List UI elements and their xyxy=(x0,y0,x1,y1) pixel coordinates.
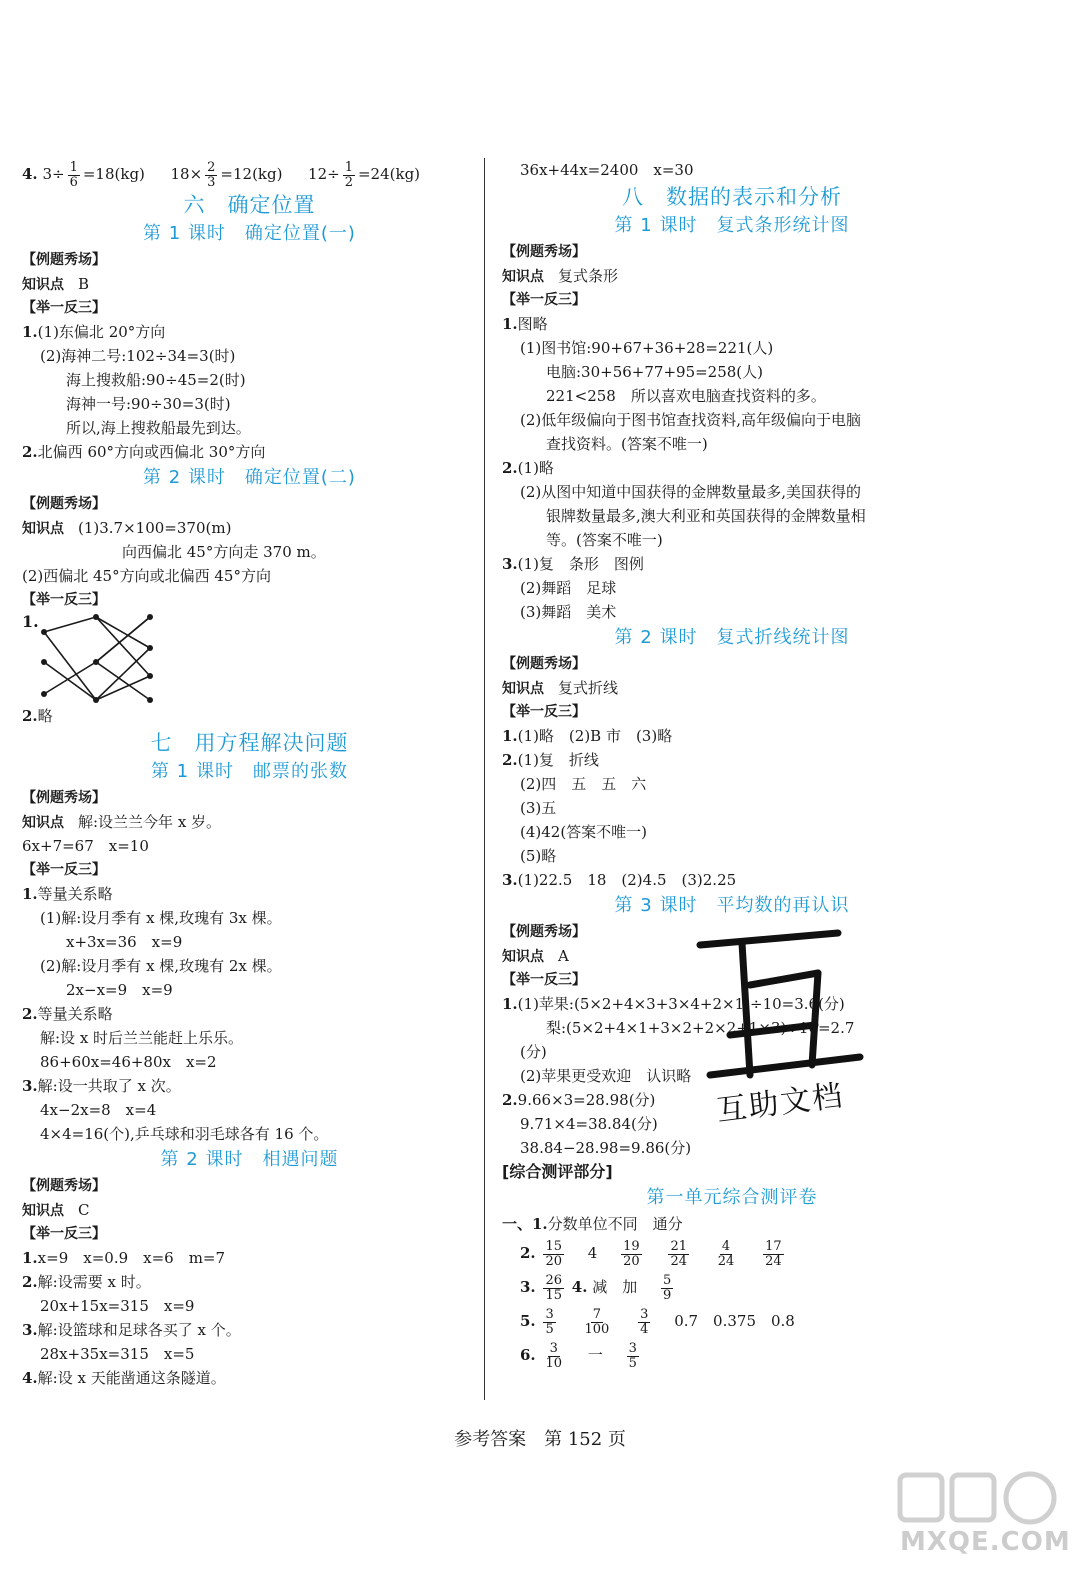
answer-text: 分数单位不同 通分 xyxy=(547,1215,683,1233)
answer-line: (2)西偏北 45°方向或北偏西 45°方向 xyxy=(22,567,271,585)
kp-answer: 复式折线 xyxy=(558,679,619,697)
question-number: 1. xyxy=(22,323,38,341)
kp-label: 知识点 xyxy=(22,815,64,831)
answer-line xyxy=(22,1366,477,1390)
lesson-title: 第 1 课时 确定位置(一) xyxy=(143,223,356,244)
answer-text: 4 xyxy=(587,1244,598,1262)
answer-text: 0.7 0.375 0.8 xyxy=(674,1312,795,1330)
answer-line xyxy=(22,158,477,190)
section-tag: 【举一反三】 xyxy=(502,704,586,720)
section-tag: 【例题秀场】 xyxy=(22,790,106,806)
question-number: 4. xyxy=(22,1369,38,1387)
answer-text: 解:设 x 天能凿通这条隧道。 xyxy=(37,1369,226,1387)
answer-text: =12(kg) xyxy=(220,165,283,183)
denominator: 5 xyxy=(628,1355,637,1371)
kp-label: 知识点 xyxy=(22,521,64,537)
lesson-title: 第 1 课时 复式条形统计图 xyxy=(614,215,850,236)
answer-line: 海上搜救船:90÷45=2(时) xyxy=(66,371,246,389)
numerator: 7 xyxy=(592,1306,602,1322)
answer-line: 221<258 所以喜欢电脑查找资料的多。 xyxy=(546,387,826,405)
answer-line: 4x−2x=8 x=4 xyxy=(40,1101,157,1119)
fraction xyxy=(543,1342,564,1371)
answer-line: 38.84−28.98=9.86(分) xyxy=(520,1139,692,1157)
answer-text: 北偏西 60°方向或西偏北 30°方向 xyxy=(37,443,266,461)
question-number: 6. xyxy=(520,1346,536,1364)
answer-line xyxy=(502,456,962,480)
chapter-title: 七 用方程解决问题 xyxy=(150,731,349,755)
answer-text: 解:设一共取了 x 次。 xyxy=(37,1077,181,1095)
answer-line: 查找资料。(答案不唯一) xyxy=(546,435,708,453)
answer-text: (1)复 折线 xyxy=(517,751,599,769)
fraction xyxy=(668,1240,689,1269)
numerator: 1 xyxy=(69,159,78,175)
answer-line: 所以,海上搜救船最先到达。 xyxy=(66,419,251,437)
answer-line: (2)从图中知道中国获得的金牌数量最多,美国获得的 xyxy=(520,483,862,501)
fraction xyxy=(543,1240,564,1269)
kp-label: 知识点 xyxy=(502,269,544,285)
answer-text: =18(kg) xyxy=(82,165,145,183)
question-number: 2. xyxy=(502,1091,518,1109)
numerator: 3 xyxy=(640,1306,649,1322)
question-number: 3. xyxy=(520,1278,536,1296)
answer-line: 海神一号:90÷30=3(时) xyxy=(66,395,231,413)
denominator: 6 xyxy=(69,174,78,190)
answer-line: (2)舞蹈 足球 xyxy=(520,579,617,597)
answer-line xyxy=(22,320,477,344)
answer-line: 银牌数量最多,澳大利亚和英国获得的金牌数量相 xyxy=(546,507,866,525)
denominator: 3 xyxy=(207,174,216,190)
fraction xyxy=(716,1240,737,1269)
section-tag: 【举一反三】 xyxy=(22,592,106,608)
answer-line xyxy=(502,1338,962,1372)
numerator: 15 xyxy=(545,1238,562,1254)
section-tag: 【举一反三】 xyxy=(22,862,106,878)
denominator: 15 xyxy=(545,1287,562,1303)
chapter-title: 八 数据的表示和分析 xyxy=(622,185,842,209)
answer-text: 一 xyxy=(587,1346,603,1364)
answer-line: 2x−x=9 x=9 xyxy=(66,981,173,999)
knowledge-point xyxy=(22,516,477,540)
denominator: 20 xyxy=(623,1253,640,1269)
question-number: 2. xyxy=(520,1244,536,1262)
answer-line: 86+60x=46+80x x=2 xyxy=(40,1053,217,1071)
section-tag: 【例题秀场】 xyxy=(502,244,586,260)
numerator: 1 xyxy=(344,159,353,175)
answer-text: x=9 x=0.9 x=6 m=7 xyxy=(37,1249,226,1267)
answer-line: (5)略 xyxy=(520,847,557,865)
section-tag: 【例题秀场】 xyxy=(22,496,106,512)
kp-label: 知识点 xyxy=(502,949,544,965)
matching-diagram xyxy=(22,612,477,704)
answer-line xyxy=(502,552,962,576)
question-number: 一、1. xyxy=(502,1215,548,1233)
fraction xyxy=(638,1308,650,1337)
question-number: 3. xyxy=(502,555,518,573)
answer-text: (1)苹果:(5×2+4×3+3×4+2×1)÷10=3.6(分) xyxy=(517,995,845,1013)
answer-text: 3÷ xyxy=(42,165,65,183)
section-tag: 【举一反三】 xyxy=(22,300,106,316)
numerator: 2 xyxy=(207,159,216,175)
fraction xyxy=(621,1240,642,1269)
answer-line xyxy=(502,868,962,892)
answer-line: (2)低年级偏向于图书馆查找资料,高年级偏向于电脑 xyxy=(520,411,862,429)
answer-line: 4×4=16(个),乒乓球和羽毛球各有 16 个。 xyxy=(40,1125,329,1143)
denominator: 24 xyxy=(670,1253,687,1269)
section-tag: 【例题秀场】 xyxy=(22,1178,106,1194)
answer-line: 9.71×4=38.84(分) xyxy=(520,1115,658,1133)
answer-line: 6x+7=67 x=10 xyxy=(22,837,149,855)
question-number: 2. xyxy=(22,707,38,725)
denominator: 10 xyxy=(545,1355,562,1371)
numerator: 3 xyxy=(545,1306,554,1322)
answer-text: (1)略 (2)B 市 (3)略 xyxy=(517,727,673,745)
answer-line: (2)四 五 五 六 xyxy=(520,775,647,793)
question-number: 2. xyxy=(502,751,518,769)
question-number: 3. xyxy=(22,1077,38,1095)
denominator: 2 xyxy=(344,174,353,190)
answer-line: (3)五 xyxy=(520,799,557,817)
answer-line xyxy=(22,882,477,906)
answer-line xyxy=(502,1236,962,1270)
lesson-title: 第 3 课时 平均数的再认识 xyxy=(614,895,850,916)
answer-line xyxy=(22,1270,477,1294)
answer-line: 36x+44x=2400 x=30 xyxy=(520,161,694,179)
section-tag: 【举一反三】 xyxy=(502,972,586,988)
question-number: 2. xyxy=(22,443,38,461)
fraction xyxy=(661,1274,673,1303)
matching-lines xyxy=(36,612,196,704)
fraction xyxy=(205,161,217,190)
answer-line xyxy=(22,704,477,728)
fraction xyxy=(68,161,80,190)
answer-line: 向西偏北 45°方向走 370 m。 xyxy=(122,543,326,561)
answer-line xyxy=(22,440,477,464)
answer-text: 9.66×3=28.98(分) xyxy=(517,1091,656,1109)
fraction xyxy=(583,1308,612,1337)
watermark-text: 互助文档 xyxy=(714,1078,847,1129)
answer-line: (2)苹果更受欢迎 认识略 xyxy=(520,1067,692,1085)
answer-line: 电脑:30+56+77+95=258(人) xyxy=(546,363,764,381)
denominator: 24 xyxy=(765,1253,782,1269)
knowledge-point xyxy=(502,264,962,288)
denominator: 20 xyxy=(545,1253,562,1269)
fraction xyxy=(763,1240,784,1269)
answer-line: x+3x=36 x=9 xyxy=(66,933,183,951)
answer-text: (1)略 xyxy=(517,459,554,477)
question-number: 1. xyxy=(22,885,38,903)
lesson-title: 第 2 课时 相遇问题 xyxy=(160,1149,339,1170)
answer-text: 等量关系略 xyxy=(37,1005,113,1023)
answer-line: (2)海神二号:102÷34=3(时) xyxy=(40,347,236,365)
knowledge-point xyxy=(22,810,477,834)
answer-line xyxy=(22,1074,477,1098)
answer-line: 20x+15x=315 x=9 xyxy=(40,1297,195,1315)
question-number: 2. xyxy=(502,459,518,477)
kp-label: 知识点 xyxy=(22,277,64,293)
answer-line xyxy=(22,1318,477,1342)
section-tag: 【举一反三】 xyxy=(502,292,586,308)
answer-text: 18× xyxy=(170,165,203,183)
numerator: 5 xyxy=(663,1272,672,1288)
question-number: 1. xyxy=(502,995,518,1013)
numerator: 3 xyxy=(628,1340,637,1356)
question-number: 3. xyxy=(22,1321,38,1339)
unit-test-title: 第一单元综合测评卷 xyxy=(646,1187,818,1208)
numerator: 21 xyxy=(670,1238,687,1254)
answer-text: 12÷ xyxy=(308,165,340,183)
answer-text: =24(kg) xyxy=(357,165,421,183)
left-column xyxy=(22,158,477,1390)
question-number: 1. xyxy=(22,612,39,631)
denominator: 100 xyxy=(584,1321,610,1337)
kp-label: 知识点 xyxy=(502,681,544,697)
answer-line: 28x+35x=315 x=5 xyxy=(40,1345,195,1363)
numerator: 19 xyxy=(623,1238,640,1254)
question-number: 2. xyxy=(22,1005,38,1023)
answer-line: (2)解:设月季有 x 棵,玫瑰有 2x 棵。 xyxy=(40,957,282,975)
answer-line: 解:设 x 时后兰兰能赶上乐乐。 xyxy=(40,1029,244,1047)
answer-line: (1)解:设月季有 x 棵,玫瑰有 3x 棵。 xyxy=(40,909,282,927)
lesson-title: 第 2 课时 确定位置(二) xyxy=(143,467,356,488)
section-tag: 【例题秀场】 xyxy=(22,252,106,268)
question-number: 4. xyxy=(571,1278,588,1296)
kp-answer: (1)3.7×100=370(m) xyxy=(78,519,232,537)
fraction xyxy=(543,1274,564,1303)
kp-answer: 解:设兰兰今年 x 岁。 xyxy=(78,813,222,831)
answer-text: (1)复 条形 图例 xyxy=(517,555,644,573)
knowledge-point xyxy=(22,272,477,296)
answer-line xyxy=(22,1002,477,1026)
answer-line: (4)42(答案不唯一) xyxy=(520,823,648,841)
answer-line: (1)图书馆:90+67+36+28=221(人) xyxy=(520,339,774,357)
chapter-title: 六 确定位置 xyxy=(183,193,316,217)
answer-line: 梨:(5×2+4×1+3×2+2×2+1×3)÷10=2.7 xyxy=(546,1019,855,1037)
section-tag: 【例题秀场】 xyxy=(502,924,586,940)
answer-line: (3)舞蹈 美术 xyxy=(520,603,617,621)
denominator: 5 xyxy=(545,1321,554,1337)
answer-text: 略 xyxy=(37,707,53,725)
answer-line: (分) xyxy=(520,1043,547,1061)
kp-answer: 复式条形 xyxy=(558,267,619,285)
kp-answer: C xyxy=(78,1201,90,1219)
answer-text: (1)东偏北 20°方向 xyxy=(37,323,166,341)
fraction xyxy=(627,1342,639,1371)
site-logo-text: MXQE.COM xyxy=(900,1527,1071,1557)
numerator: 26 xyxy=(545,1272,562,1288)
answer-text: 等量关系略 xyxy=(37,885,113,903)
numerator: 3 xyxy=(549,1340,558,1356)
answer-line xyxy=(502,1270,962,1304)
answer-text: 图略 xyxy=(517,315,548,333)
denominator: 24 xyxy=(717,1253,735,1269)
question-number: 3. xyxy=(502,871,518,889)
kp-answer: A xyxy=(558,947,569,965)
answer-line xyxy=(22,1246,477,1270)
page-footer: 参考答案 第 152 页 xyxy=(454,1429,626,1450)
question-number: 1. xyxy=(502,727,518,745)
lesson-title: 第 2 课时 复式折线统计图 xyxy=(614,627,850,648)
answer-line xyxy=(502,724,962,748)
answer-line xyxy=(502,1304,962,1338)
answer-line xyxy=(502,1212,962,1236)
section-tag: 【例题秀场】 xyxy=(502,656,586,672)
denominator: 9 xyxy=(663,1287,672,1303)
section-tag: 【举一反三】 xyxy=(22,1226,106,1242)
answer-text: 减 加 xyxy=(592,1278,638,1296)
column-divider xyxy=(484,158,485,1400)
fraction xyxy=(543,1308,555,1337)
question-number: 4. xyxy=(22,165,38,183)
section-label: [综合测评部分] xyxy=(502,1162,613,1181)
kp-answer: B xyxy=(78,275,90,293)
answer-text: 解:设需要 x 时。 xyxy=(37,1273,151,1291)
answer-line xyxy=(502,312,962,336)
answer-line xyxy=(502,748,962,772)
answer-line: 等。(答案不唯一) xyxy=(546,531,663,549)
numerator: 17 xyxy=(765,1238,782,1254)
answer-text: 解:设篮球和足球各买了 x 个。 xyxy=(37,1321,241,1339)
question-number: 2. xyxy=(22,1273,38,1291)
knowledge-point xyxy=(22,1198,477,1222)
fraction xyxy=(343,161,355,190)
question-number: 5. xyxy=(520,1312,536,1330)
answer-text: (1)22.5 18 (2)4.5 (3)2.25 xyxy=(517,871,737,889)
question-number: 1. xyxy=(22,1249,38,1267)
knowledge-point xyxy=(502,676,962,700)
numerator: 4 xyxy=(721,1238,731,1254)
lesson-title: 第 1 课时 邮票的张数 xyxy=(151,761,348,782)
question-number: 1. xyxy=(502,315,518,333)
kp-label: 知识点 xyxy=(22,1203,64,1219)
right-column xyxy=(502,158,962,1372)
denominator: 4 xyxy=(640,1321,649,1337)
